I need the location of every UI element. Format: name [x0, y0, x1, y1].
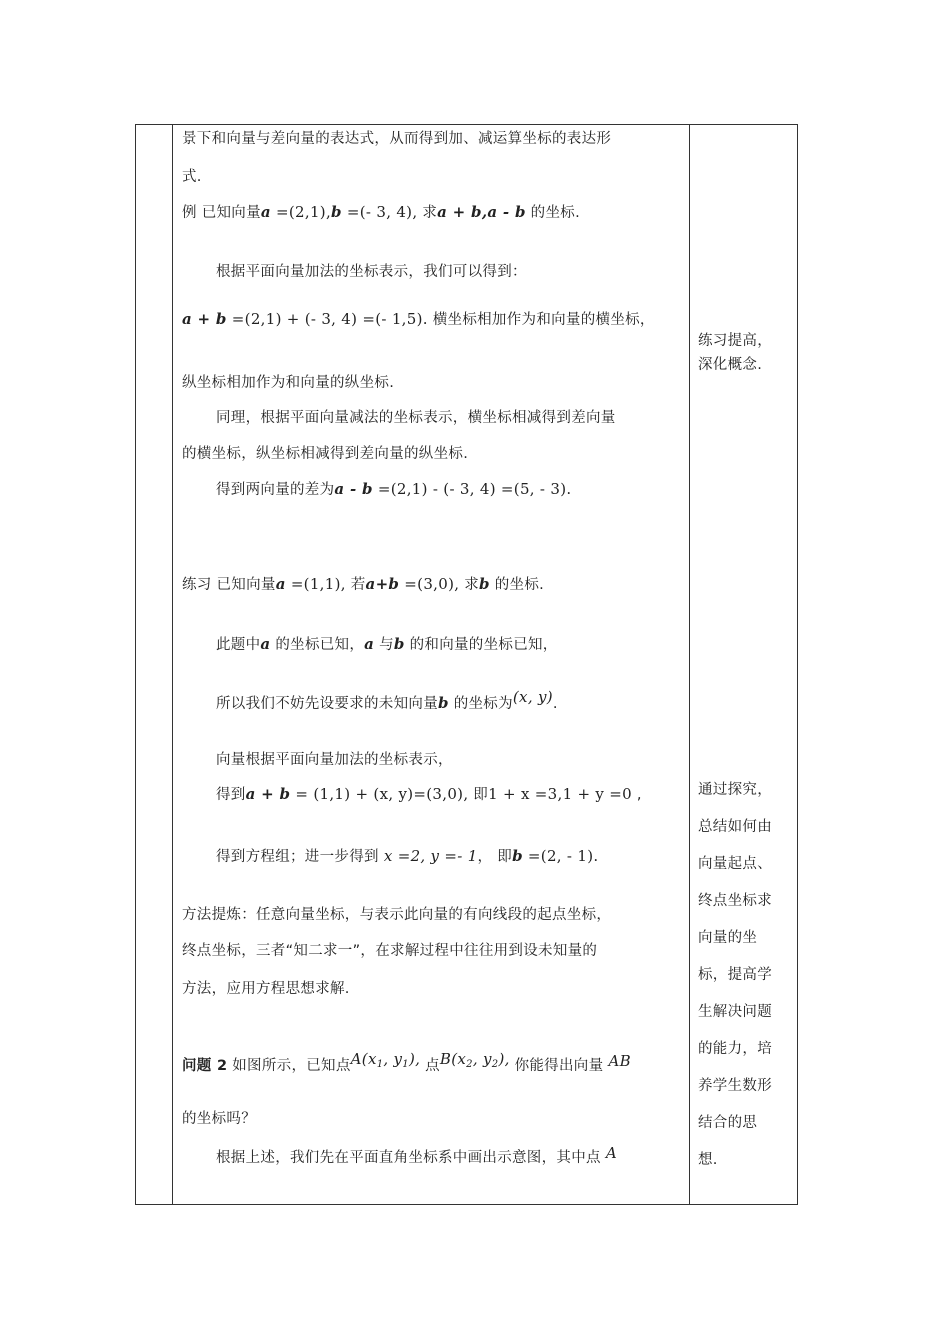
exercise-line: [182, 574, 544, 595]
text-segment: 的坐标已知，: [270, 637, 365, 653]
vector-b: b: [331, 203, 342, 221]
side-note-line: 向量起点、: [698, 856, 772, 872]
side-note-line: 终点坐标求: [698, 893, 772, 909]
text-segment: 与: [374, 637, 394, 653]
side-note-line: 总结如何由: [698, 819, 772, 835]
side-note-line: 生解决问题: [698, 1004, 772, 1020]
sum-value: =(3,0),: [399, 575, 460, 593]
text-segment: 即: [468, 787, 489, 803]
side-note: 练习提高，: [698, 333, 772, 349]
difference-line: [216, 479, 571, 500]
point-a-label: A: [600, 1144, 618, 1162]
text-segment: ,: [631, 787, 642, 803]
text-segment: 根据上述，我们先在平面直角坐标系中画出示意图，其中点: [216, 1150, 601, 1166]
side-note-line: 的能力，培: [698, 1041, 772, 1057]
exercise-suffix: 的坐标.: [489, 577, 545, 593]
sum-explanation: 横坐标相加作为和向量的横坐标，: [427, 312, 655, 328]
paragraph-line: [216, 1144, 618, 1168]
sum-calculation: = (1,1) + (x, y)=(3,0),: [290, 785, 469, 803]
side-note-line: 通过探究，: [698, 782, 772, 798]
sum-expression: a+b: [365, 575, 400, 593]
text-segment: 所以我们不妨先设要求的未知向量: [216, 696, 438, 712]
text-segment: 得到: [216, 787, 246, 803]
difference-calculation: =(2,1) - (- 3, 4) =(5, - 3).: [372, 480, 572, 498]
sum-line: [182, 309, 655, 330]
side-note: 深化概念.: [698, 357, 763, 373]
vector-b-result: =(2, - 1).: [522, 847, 599, 865]
text-segment: 的坐标为: [448, 696, 513, 712]
vector-a-value: =(1,1),: [285, 575, 346, 593]
exercise-prefix: 练习 已知向量: [182, 577, 276, 593]
vector-ab: AB: [603, 1052, 631, 1070]
difference-expression: a - b: [487, 203, 526, 221]
method-line: 方法提炼：任意向量坐标，与表示此向量的有向线段的起点坐标，: [182, 907, 612, 923]
vector-b-value: =(- 3, 4),: [341, 203, 418, 221]
method-line: 终点坐标，三者“知二求一”，在求解过程中往往用到设未知量的: [182, 943, 598, 959]
vector-b: b: [438, 694, 449, 712]
side-note-line: 想.: [698, 1152, 718, 1168]
ask-text: 求: [459, 577, 480, 593]
point-a: $A(x_1$, $y_1$),: [350, 1050, 421, 1070]
side-note-line: 养学生数形: [698, 1078, 772, 1094]
method-line: 方法，应用方程思想求解.: [182, 981, 350, 997]
vector-b: b: [393, 635, 405, 653]
paragraph-line: 景下和向量与差向量的表达式，从而得到加、减运算坐标的表达形: [182, 131, 612, 147]
vector-a: a: [260, 203, 271, 221]
question-2-line: [182, 1050, 631, 1081]
paragraph-line: 的坐标吗？: [182, 1111, 256, 1127]
difference-expression: a - b: [334, 480, 373, 498]
exercise-explain-line: [216, 634, 558, 655]
exercise-explain-line: [216, 846, 598, 867]
sum-expression: a + b: [245, 785, 291, 803]
exercise-explain-line: [216, 688, 558, 714]
vector-a-value: =(2,1),: [270, 203, 332, 221]
example-suffix: 的坐标.: [525, 205, 580, 221]
if-text: 若: [345, 577, 366, 593]
vector-a: a: [275, 575, 286, 593]
vector-b: b: [479, 575, 490, 593]
sum-calculation: =(2,1) + (- 3, 4) =(- 1,5).: [226, 310, 428, 328]
side-note-line: 向量的坐: [698, 930, 758, 946]
paragraph-line: 根据平面向量加法的坐标表示，我们可以得到：: [216, 264, 527, 280]
sum-expression: a + b: [182, 310, 227, 328]
side-note-line: 标，提高学: [698, 967, 772, 983]
example-line: [182, 202, 580, 223]
text-segment: 点: [420, 1058, 440, 1074]
text-segment: 如图所示，已知点: [227, 1058, 351, 1074]
text-segment: ， 即: [477, 849, 513, 865]
text-segment: .: [552, 696, 558, 712]
solution: x =2, y =- 1: [378, 847, 478, 865]
equation-system: 1 + x =3,1 + y =0: [488, 785, 632, 803]
point-b: $B(x_2$, $y_2$),: [439, 1050, 510, 1070]
exercise-explain-line: [216, 784, 642, 805]
exercise-explain-line: 向量根据平面向量加法的坐标表示，: [216, 752, 453, 768]
paragraph-line: 纵坐标相加作为和向量的纵坐标.: [182, 375, 395, 391]
side-note-line: 结合的思: [698, 1115, 758, 1131]
column-divider-left: [172, 125, 173, 1204]
text-segment: 的和向量的坐标已知，: [404, 637, 558, 653]
vector-a: a: [260, 635, 271, 653]
text-segment: 得到方程组；进一步得到: [216, 849, 379, 865]
paragraph-line: 的横坐标，纵坐标相减得到差向量的纵坐标.: [182, 446, 469, 462]
example-prefix: 例 已知向量: [182, 205, 261, 221]
column-divider-right: [689, 125, 690, 1204]
paragraph-line: 式.: [182, 169, 202, 185]
unknown-coordinates: (x, y): [512, 688, 553, 706]
sum-expression: a + b,: [437, 203, 488, 221]
question-label: 问题 2: [182, 1058, 228, 1074]
text-segment: 你能得出向量: [509, 1058, 604, 1074]
vector-b: b: [512, 847, 523, 865]
vector-a: a: [364, 635, 375, 653]
difference-text: 得到两向量的差为: [216, 482, 335, 498]
text-segment: 此题中: [216, 637, 261, 653]
paragraph-line: 同理，根据平面向量减法的坐标表示，横坐标相减得到差向量: [216, 410, 616, 426]
ask-text: 求: [417, 205, 438, 221]
